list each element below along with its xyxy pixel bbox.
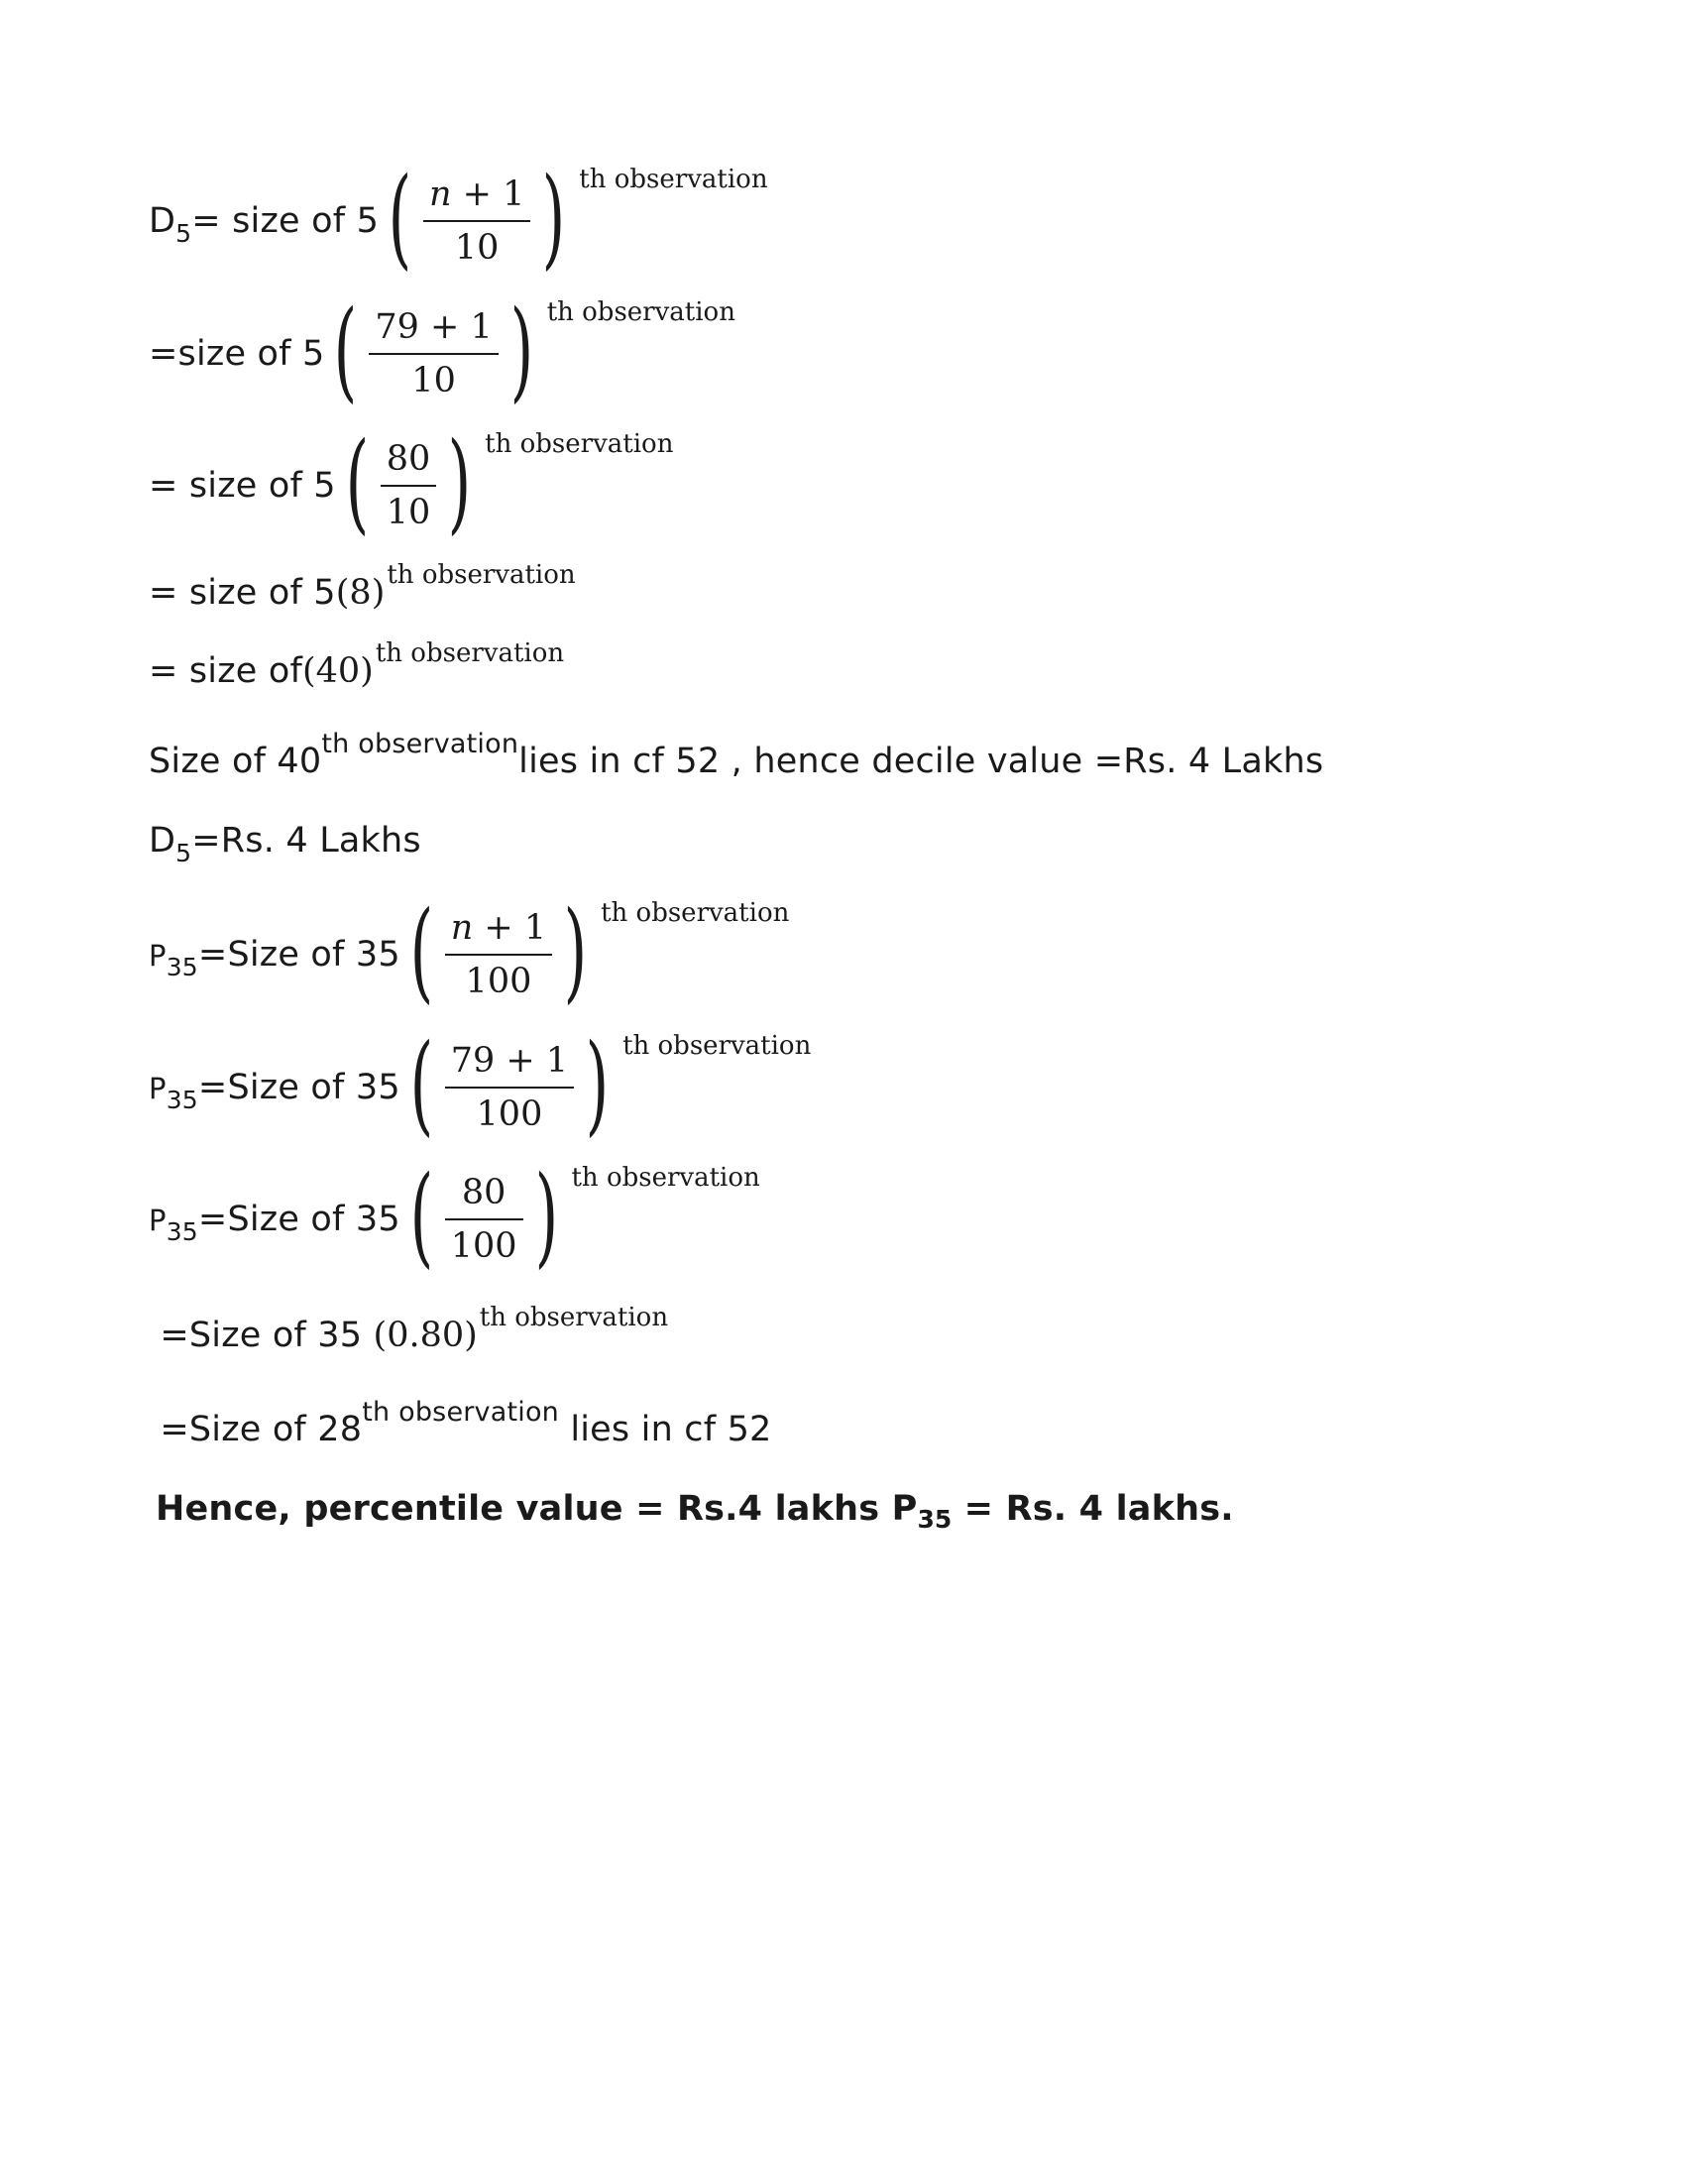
d5-result-line (149, 821, 421, 867)
fraction-numerator: 79 + 1 (450, 1041, 569, 1081)
p35-conclusion-pre: =Size of 28 (149, 1410, 363, 1449)
fraction-numerator: + 1 (473, 908, 547, 948)
d5-substitution-line (149, 287, 735, 413)
d5-simplify-line (149, 418, 674, 545)
left-paren: ( (388, 154, 412, 281)
fraction-denominator: 100 (476, 1094, 543, 1134)
superscript: th observation (321, 728, 519, 759)
right-paren: ) (542, 154, 566, 281)
d5-conclusion-pre: Size of 40 (149, 742, 322, 781)
p35-simplify-text: =Size of 35 (197, 1200, 400, 1239)
final-conclusion-line (156, 1489, 1234, 1534)
superscript: th observation (546, 297, 735, 327)
fraction (423, 174, 530, 268)
fraction (445, 908, 552, 1001)
d5-simplify-text: = size of 5 (149, 466, 336, 506)
d5-forty-text: = size of (149, 651, 302, 691)
d5-formula-line (149, 154, 768, 281)
d5-sub-text: =size of 5 (149, 334, 325, 374)
p35-sub-text: =Size of 35 (197, 1068, 400, 1107)
p35-conclusion-post: lies in cf 52 (559, 1410, 772, 1449)
p35-decimal-text: =Size of 35 (149, 1316, 374, 1355)
superscript: th observation (375, 638, 565, 668)
p35-conclusion-line (149, 1396, 772, 1449)
fraction-denominator: 100 (450, 1226, 517, 1266)
right-paren: ) (534, 1152, 558, 1279)
fraction (445, 1041, 574, 1134)
p35-simplify-line (149, 1152, 760, 1279)
p35-formula-line (149, 887, 790, 1014)
superscript: th observation (622, 1031, 812, 1061)
d5-eight-line (149, 560, 576, 613)
math-expression: (40) (301, 651, 374, 691)
left-paren: ( (345, 418, 370, 545)
d5-forty-line (149, 638, 565, 691)
right-paren: ) (585, 1020, 610, 1147)
superscript: th observation (571, 1163, 760, 1193)
p35-label: $P_{35}$ (149, 1204, 198, 1246)
d5-result-text: =Rs. 4 Lakhs (191, 821, 421, 861)
fraction-denominator: 10 (411, 361, 456, 401)
final-post: = Rs. 4 lakhs. (952, 1489, 1234, 1529)
fraction (445, 1173, 523, 1266)
superscript: th observation (479, 1303, 669, 1332)
fraction (381, 439, 437, 532)
final-pre: Hence, percentile value = Rs.4 lakhs P (156, 1489, 918, 1529)
d5-result-label: $D_5$ (149, 821, 192, 867)
d5-eight-text: = size of 5 (149, 573, 336, 613)
right-paren: ) (509, 287, 534, 413)
p35-decimal-line (149, 1303, 669, 1355)
fraction-numerator: 80 (461, 1173, 506, 1212)
p35-label: $P_{35}$ (149, 1072, 198, 1114)
left-paren: ( (409, 887, 434, 1014)
math-expression: (0.80) (373, 1316, 478, 1355)
fraction-numerator: 79 + 1 (375, 307, 493, 347)
final-sub: 35 (917, 1504, 953, 1534)
superscript: th observation (362, 1396, 559, 1428)
fraction (369, 307, 498, 401)
fraction-denominator: 10 (386, 493, 431, 532)
p35-substitution-line (149, 1020, 812, 1147)
left-paren: ( (409, 1020, 434, 1147)
left-paren: ( (334, 287, 358, 413)
fraction-variable: n (428, 174, 452, 214)
superscript: th observation (601, 898, 790, 928)
fraction-numerator: + 1 (451, 174, 525, 214)
superscript: th observation (485, 429, 674, 459)
left-paren: ( (409, 1152, 434, 1279)
d5-formula-text: = size of 5 (191, 201, 380, 241)
p35-formula-text: =Size of 35 (197, 935, 400, 975)
d5-conclusion-post: lies in cf 52 , hence decile value =Rs. 4 Lakhs (518, 742, 1324, 781)
superscript: th observation (579, 165, 768, 194)
fraction-numerator: 80 (386, 439, 431, 479)
fraction-denominator: 100 (465, 962, 532, 1001)
right-paren: ) (447, 418, 472, 545)
superscript: th observation (387, 560, 576, 590)
d5-label: $D_5$ (149, 201, 192, 248)
p35-label: $P_{35}$ (149, 939, 198, 981)
fraction-variable: n (450, 908, 474, 948)
fraction-denominator: 10 (454, 228, 500, 268)
math-expression: (8) (335, 573, 386, 613)
right-paren: ) (563, 887, 588, 1014)
d5-conclusion-line (149, 728, 1324, 781)
